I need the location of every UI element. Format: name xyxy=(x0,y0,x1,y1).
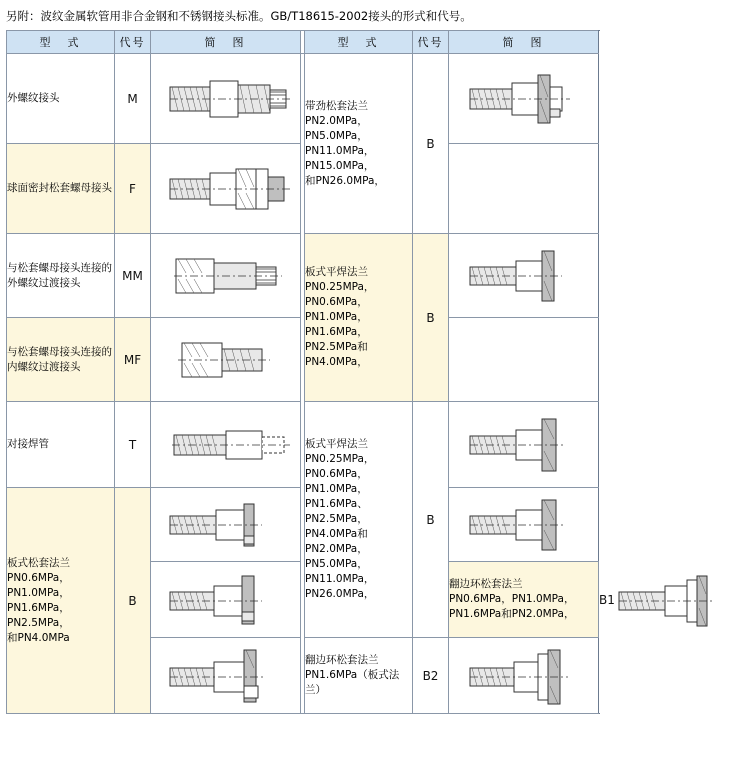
right-type-1: 板式平焊法兰 PN0.25MPa，PN0.6MPa， PN1.0MPa，PN1.6MPa， PN2.5MPa和PN4.0MPa， xyxy=(305,234,413,402)
header-figure-right: 简 图 xyxy=(449,31,599,54)
header-type-left: 型 式 xyxy=(7,31,115,54)
ribbed-lap-joint-flange-figure xyxy=(449,54,599,144)
female-thread-transition-joint-figure xyxy=(151,318,301,402)
left-code-1: F xyxy=(115,144,151,234)
male-thread-transition-joint-figure xyxy=(151,234,301,318)
plate-welding-flange-figure xyxy=(449,234,599,318)
left-type-2: 与松套螺母接头连接的外螺纹过渡接头 xyxy=(7,234,115,318)
plate-welding-flange-figure-2b xyxy=(449,488,599,562)
plate-welding-flange-figure-2 xyxy=(449,402,599,488)
table-row: 翻边环松套法兰 PN0.6MPa，PN1.0MPa， PN1.6MPa和PN2.0MPa， B1 xyxy=(7,562,599,638)
right-code-4: B2 xyxy=(413,638,449,714)
right-type-4: 翻边环松套法兰 PN1.6MPa（板式法兰） xyxy=(305,638,413,714)
left-type-3: 与松套螺母接头连接的内螺纹过渡接头 xyxy=(7,318,115,402)
header-figure-left: 简 图 xyxy=(151,31,301,54)
left-code-0: M xyxy=(115,54,151,144)
plate-lap-joint-flange-figure-b xyxy=(151,562,301,638)
table-header-row xyxy=(7,31,599,54)
plate-lap-joint-flange-figure xyxy=(151,488,301,562)
right-code-0: B xyxy=(413,54,449,234)
butt-weld-pipe-figure xyxy=(151,402,301,488)
table-row xyxy=(7,54,599,144)
left-type-4: 对接焊管 xyxy=(7,402,115,488)
right-type-0: 带劲松套法兰 PN2.0MPa，PN5.0MPa， PN11.0MPa，PN15.0MPa， 和PN26.0MPa， xyxy=(305,54,413,234)
male-thread-joint-figure xyxy=(151,54,301,144)
header-code-right: 代号 xyxy=(413,31,449,54)
right-code-1: B xyxy=(413,234,449,402)
plate-lap-joint-flange-figure-c xyxy=(151,638,301,714)
page-caption: 另附：波纹金属软管用非合金钢和不锈钢接头标准。GB/T18615-2002接头的形式和代号。 xyxy=(6,9,472,23)
right-type-2: 板式平焊法兰 PN0.25MPa，PN0.6MPa， PN1.0MPa，PN1.6MPa、 PN2.5MPa，PN4.0MPa和 PN2.0MPa，PN5.0MPa， PN11.0MPa，PN26.0MPa， xyxy=(305,402,413,638)
left-type-5: 板式松套法兰 PN0.6MPa，PN1.0MPa， PN1.6MPa，PN2.5MPa， 和PN4.0MPa xyxy=(7,488,115,714)
left-code-3: MF xyxy=(115,318,151,402)
left-type-0: 外螺纹接头 xyxy=(7,54,115,144)
left-type-1: 球面密封松套螺母接头 xyxy=(7,144,115,234)
right-code-2: B xyxy=(413,402,449,638)
header-code-left: 代号 xyxy=(115,31,151,54)
left-code-4: T xyxy=(115,402,151,488)
left-code-5: B xyxy=(115,488,151,714)
joint-types-table xyxy=(6,30,615,714)
flanged-ring-lap-flange-figure-2 xyxy=(449,638,599,714)
header-type-right: 型 式 xyxy=(305,31,413,54)
left-code-2: MM xyxy=(115,234,151,318)
spherical-seal-union-nut-joint-figure xyxy=(151,144,301,234)
right-type-3: 翻边环松套法兰 PN0.6MPa，PN1.0MPa， PN1.6MPa和PN2.0MPa， xyxy=(449,562,599,638)
